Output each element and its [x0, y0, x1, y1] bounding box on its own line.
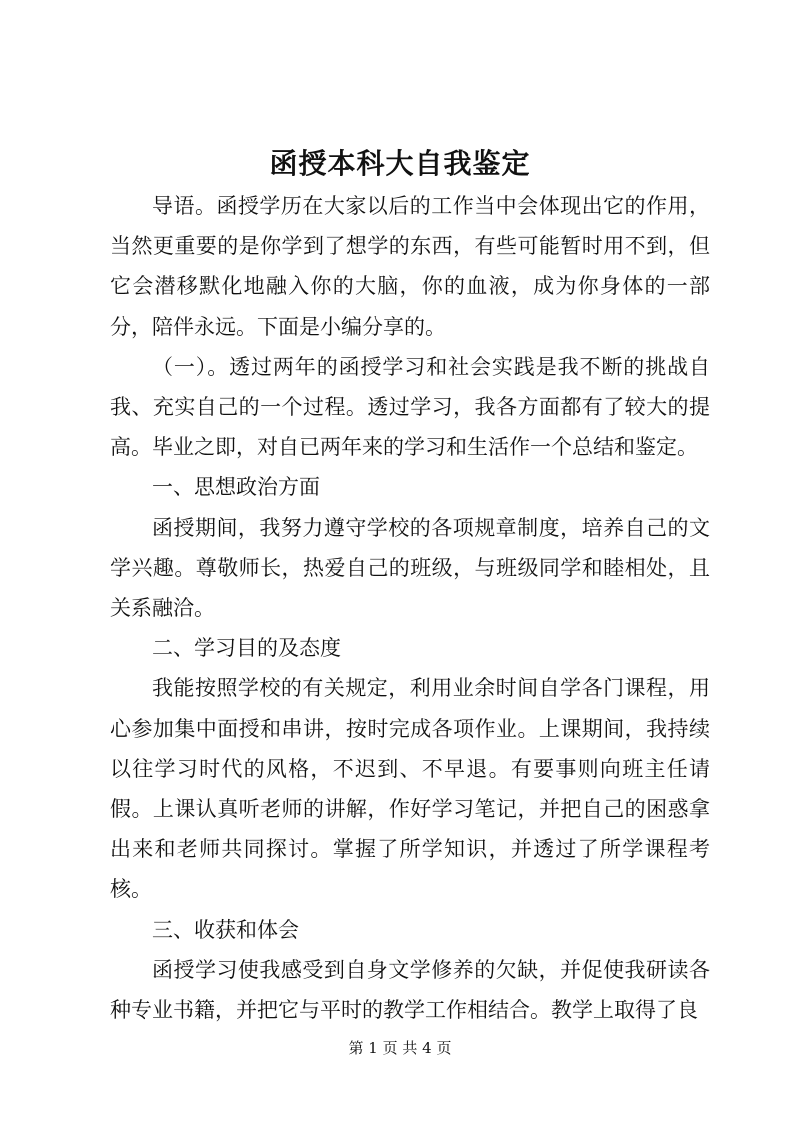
- paragraph-study-attitude: 我能按照学校的有关规定，利用业余时间自学各门课程，用心参加集中面授和串讲，按时完成各项作业。上课期间，我持续以往学习时代的风格，不迟到、不早退。有要事则向班主任请假。上课认真听老师的讲解，作好学习笔记，并把自己的困惑拿出来和老师共同探讨。掌握了所学知识，并透过了所学课程考核。: [110, 676, 710, 902]
- paragraph-gains: 函授学习使我感受到自身文学修养的欠缺，并促使我研读各种专业书籍，并把它与平时的教学工作相结合。教学上取得了良: [110, 957, 710, 1023]
- paragraph-politics: 函授期间，我努力遵守学校的各项规章制度，培养自己的文学兴趣。尊敬师长，热爱自己的班级，与班级同学和睦相处，且关系融洽。: [110, 515, 710, 621]
- section-heading-gains: 三、收获和体会: [152, 917, 299, 942]
- paragraph-intro: 导语。函授学历在大家以后的工作当中会体现出它的作用，当然更重要的是你学到了想学的东西，有些可能暂时用不到，但它会潜移默化地融入你的大脑，你的血液，成为你身体的一部分，陪伴永远。下面是小编分享的。: [110, 194, 710, 339]
- document-body: [110, 186, 710, 1030]
- document-title: 函授本科大自我鉴定: [269, 147, 531, 180]
- page-number-footer: 第 1 页 共 4 页: [348, 1039, 452, 1057]
- paragraph-overview: （一）。透过两年的函授学习和社会实践是我不断的挑战自我、充实自己的一个过程。透过学习，我各方面都有了较大的提高。毕业之即，对自已两年来的学习和生活作一个总结和鉴定。: [110, 354, 710, 460]
- section-heading-politics: 一、思想政治方面: [152, 475, 320, 500]
- section-heading-study-attitude: 二、学习目的及态度: [152, 636, 341, 661]
